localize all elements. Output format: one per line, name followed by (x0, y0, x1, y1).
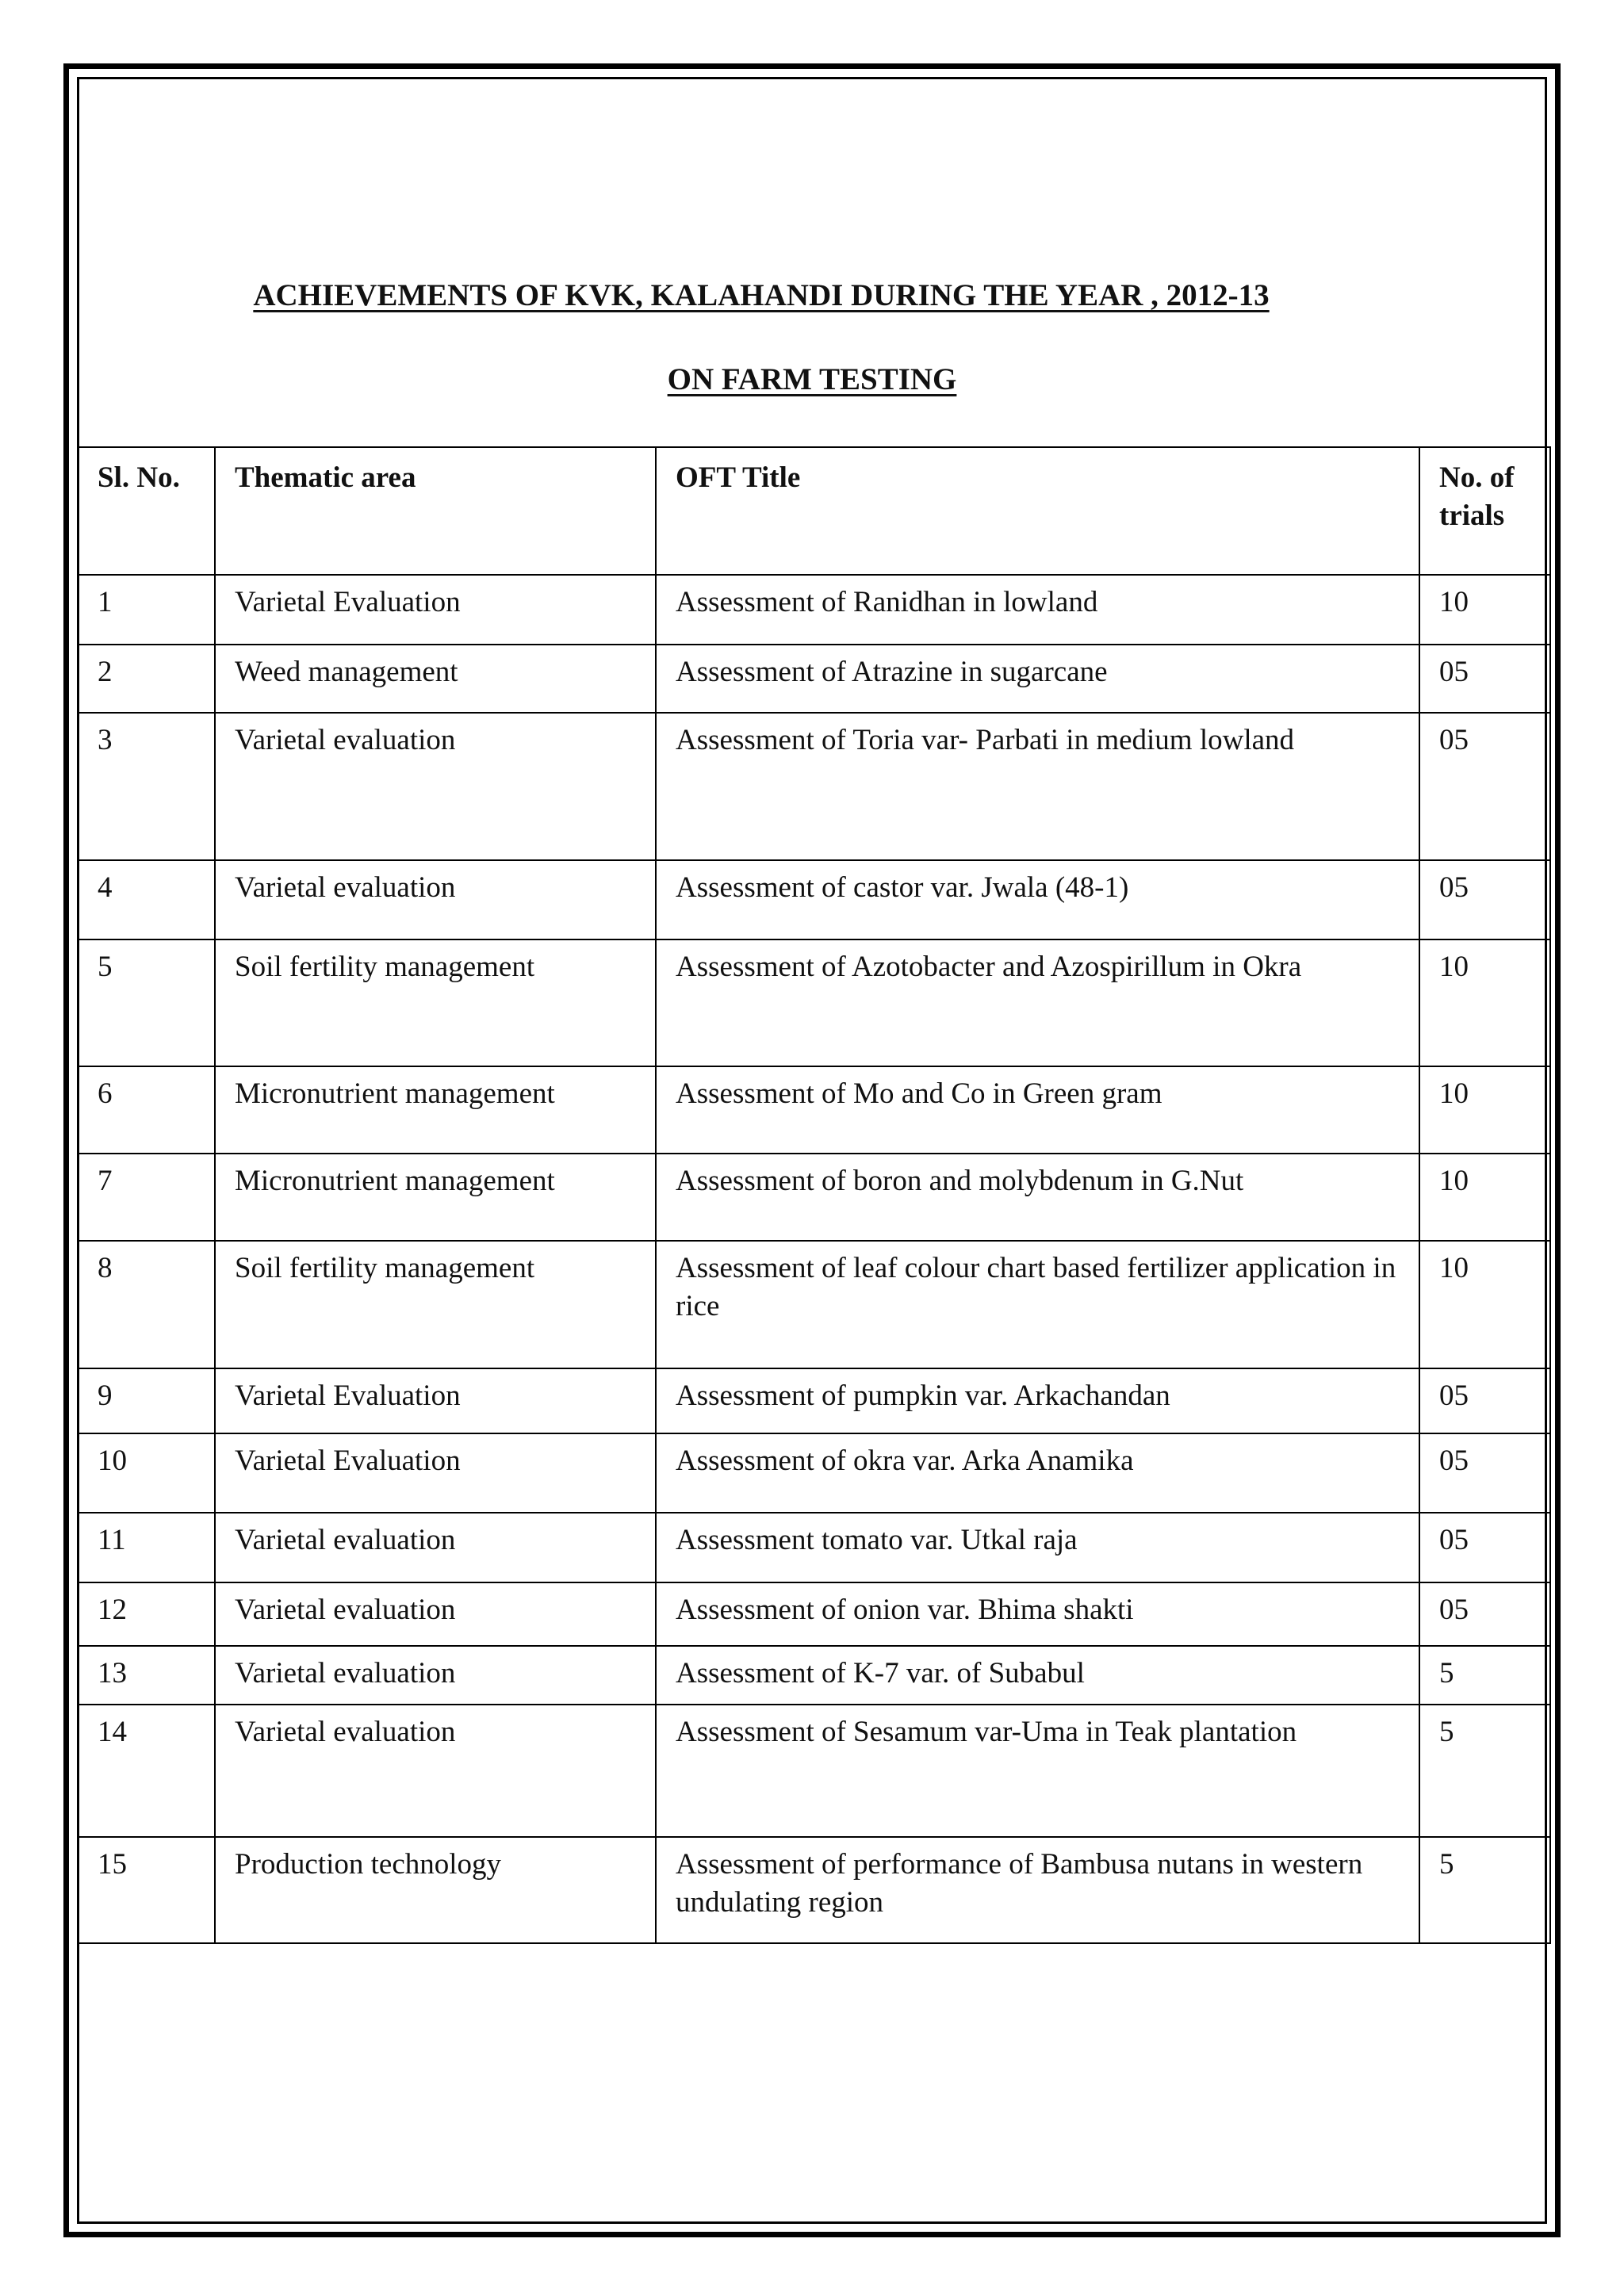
table-row (78, 1241, 1550, 1368)
cell-trials: 05 (1419, 713, 1550, 860)
cell-area: Soil fertility management (215, 1241, 656, 1368)
cell-sl: 10 (78, 1433, 215, 1513)
left-border-accent (63, 440, 68, 1954)
table-row (78, 1368, 1550, 1433)
table-row (78, 1582, 1550, 1646)
table-row (78, 713, 1550, 860)
cell-trials: 10 (1419, 575, 1550, 645)
cell-trials: 5 (1419, 1837, 1550, 1943)
cell-title: Assessment of K-7 var. of Subabul (656, 1646, 1419, 1705)
cell-trials: 05 (1419, 860, 1550, 939)
cell-sl: 9 (78, 1368, 215, 1433)
table-row (78, 575, 1550, 645)
cell-sl: 14 (78, 1705, 215, 1837)
cell-sl: 4 (78, 860, 215, 939)
document-subtitle: ON FARM TESTING (667, 362, 957, 396)
cell-sl: 8 (78, 1241, 215, 1368)
table-row (78, 1513, 1550, 1582)
table-row (78, 1705, 1550, 1837)
header-thematic-area: Thematic area (215, 447, 656, 575)
table-header-row (78, 447, 1550, 575)
cell-title: Assessment of performance of Bambusa nutans in western undulating region (656, 1837, 1419, 1943)
cell-area: Weed management (215, 645, 656, 713)
table-row (78, 1154, 1550, 1241)
cell-area: Production technology (215, 1837, 656, 1943)
cell-title: Assessment of Mo and Co in Green gram (656, 1066, 1419, 1154)
cell-area: Varietal Evaluation (215, 575, 656, 645)
cell-area: Varietal evaluation (215, 860, 656, 939)
table-row (78, 1066, 1550, 1154)
cell-area: Micronutrient management (215, 1154, 656, 1241)
document-title: ACHIEVEMENTS OF KVK, KALAHANDI DURING THE YEAR , 2012-13 (253, 278, 1270, 312)
table-row (78, 1646, 1550, 1705)
cell-area: Varietal evaluation (215, 1705, 656, 1837)
cell-title: Assessment of pumpkin var. Arkachandan (656, 1368, 1419, 1433)
cell-area: Varietal Evaluation (215, 1368, 656, 1433)
cell-trials: 05 (1419, 1368, 1550, 1433)
cell-trials: 05 (1419, 1582, 1550, 1646)
cell-area: Soil fertility management (215, 939, 656, 1066)
cell-trials: 10 (1419, 1066, 1550, 1154)
table-row (78, 1433, 1550, 1513)
cell-area: Micronutrient management (215, 1066, 656, 1154)
cell-sl: 1 (78, 575, 215, 645)
cell-area: Varietal evaluation (215, 1513, 656, 1582)
cell-trials: 05 (1419, 1433, 1550, 1513)
cell-area: Varietal Evaluation (215, 1433, 656, 1513)
cell-area: Varietal evaluation (215, 1646, 656, 1705)
cell-title: Assessment of Azotobacter and Azospirillum in Okra (656, 939, 1419, 1066)
cell-title: Assessment of castor var. Jwala (48-1) (656, 860, 1419, 939)
cell-sl: 11 (78, 1513, 215, 1582)
cell-trials: 05 (1419, 1513, 1550, 1582)
cell-trials: 05 (1419, 645, 1550, 713)
cell-area: Varietal evaluation (215, 713, 656, 860)
header-no-of-trials: No. of trials (1419, 447, 1550, 575)
cell-title: Assessment of Atrazine in sugarcane (656, 645, 1419, 713)
cell-trials: 10 (1419, 1241, 1550, 1368)
table-row (78, 860, 1550, 939)
cell-title: Assessment of Toria var- Parbati in medium lowland (656, 713, 1419, 860)
cell-sl: 7 (78, 1154, 215, 1241)
table-row (78, 645, 1550, 713)
cell-trials: 10 (1419, 939, 1550, 1066)
cell-sl: 5 (78, 939, 215, 1066)
cell-title: Assessment tomato var. Utkal raja (656, 1513, 1419, 1582)
cell-trials: 5 (1419, 1705, 1550, 1837)
table-row (78, 939, 1550, 1066)
cell-sl: 6 (78, 1066, 215, 1154)
header-sl-no: Sl. No. (78, 447, 215, 575)
cell-title: Assessment of boron and molybdenum in G.Nut (656, 1154, 1419, 1241)
header-oft-title: OFT Title (656, 447, 1419, 575)
cell-title: Assessment of Sesamum var-Uma in Teak plantation (656, 1705, 1419, 1837)
cell-sl: 2 (78, 645, 215, 713)
cell-title: Assessment of onion var. Bhima shakti (656, 1582, 1419, 1646)
oft-table (77, 446, 1551, 1944)
cell-trials: 10 (1419, 1154, 1550, 1241)
cell-sl: 12 (78, 1582, 215, 1646)
cell-trials: 5 (1419, 1646, 1550, 1705)
cell-title: Assessment of okra var. Arka Anamika (656, 1433, 1419, 1513)
table-row (78, 1837, 1550, 1943)
cell-sl: 15 (78, 1837, 215, 1943)
cell-area: Varietal evaluation (215, 1582, 656, 1646)
cell-title: Assessment of leaf colour chart based fertilizer application in rice (656, 1241, 1419, 1368)
cell-sl: 13 (78, 1646, 215, 1705)
cell-title: Assessment of Ranidhan in lowland (656, 575, 1419, 645)
cell-sl: 3 (78, 713, 215, 860)
